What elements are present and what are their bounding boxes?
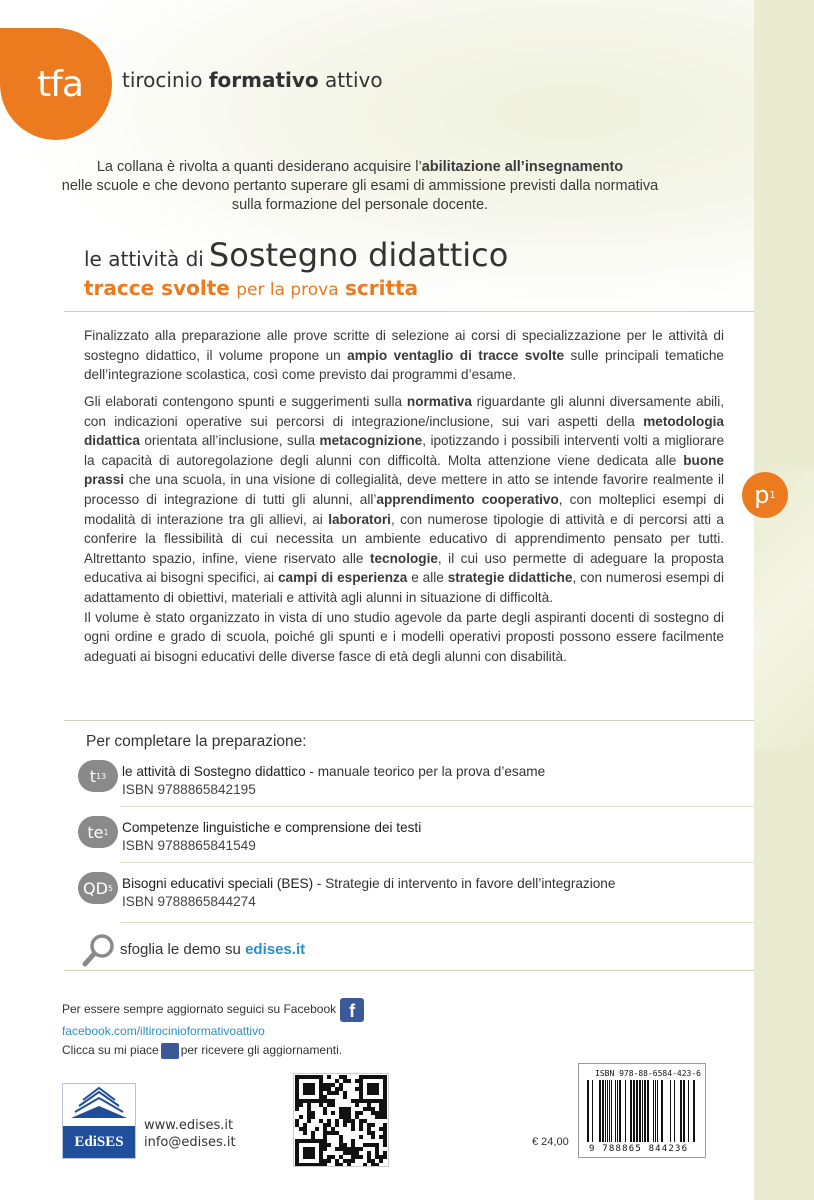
divider	[64, 970, 754, 971]
t13-icon: t 13	[78, 760, 118, 792]
isbn-barcode	[578, 1063, 706, 1158]
facebook-block: Per essere sempre aggiornato seguici su Facebook f facebook.com/iltirocinioformativoattivo Clicca su mi piace per ricevere gli aggiornamenti.	[62, 998, 364, 1060]
publisher-website[interactable]: www.edises.it	[144, 1118, 234, 1133]
title-line-main: le attività di Sostegno didattico	[84, 236, 509, 274]
barcode-digits: 9 788865 844236	[589, 1144, 689, 1154]
facebook-icon[interactable]: f	[340, 998, 364, 1022]
series-title: tirocinio formativo attivo	[122, 68, 383, 92]
qr-code	[293, 1073, 389, 1167]
description-paragraph-1: Finalizzato alla preparazione alle prove scritte di selezione ai corsi di specializzazione per le attività di sostegno didattico, il volume propone un ampio ventaglio di tracce svolte sulle principali tematiche dell’integrazione scolastica, così come previsto dai programmi d’esame.	[84, 328, 724, 383]
title-line-sub: tracce svolte per la prova scritta	[84, 276, 419, 300]
divider	[64, 720, 754, 721]
qd5-icon: QD 5	[78, 872, 118, 904]
p1-badge: p 1	[742, 472, 788, 518]
isbn-number: ISBN 978-88-6584-423-6	[595, 1069, 701, 1078]
related-books-heading: Per completare la preparazione:	[86, 733, 307, 750]
divider	[120, 922, 754, 923]
edises-link[interactable]: edises.it	[245, 941, 306, 958]
book-stack-icon	[63, 1084, 135, 1126]
series-badge-text: tfa	[37, 63, 83, 105]
series-badge	[0, 28, 112, 140]
like-icon	[161, 1043, 179, 1059]
publisher-contacts	[144, 1117, 236, 1151]
facebook-link[interactable]: facebook.com/iltirocinioformativoattivo	[62, 1024, 265, 1038]
description-paragraph-2: Gli elaborati contengono spunti e suggerimenti sulla normativa riguardante gli alunni diversamente abili, con indicazioni operative sui percorsi di integrazione/inclusione, sui vari aspetti della metodologia didattica orientata all’inclusione, sulla metacognizione, ipotizzando i possibili interventi volti a migliorare la capacità di autoregolazione degli alunni con difficoltà. Molta attenzione viene dedicata alle buone prassi che una scuola, in una visione di collegialità, deve mettere in atto se intende favorire realmente il processo di integrazione di tutti gli alunni, all’apprendimento cooperativo, con molteplici esempi di modalità di interazione tra gli allievi, ai laboratori, con numerose tipologie di attività e di percorsi atti a conferire la flessibilità di cui necessita un ambiente educativo di apprendimento pensato per tutti. Altrettanto spazio, infine, viene riservato alle tecnologie, il cui uso permette di adeguare la proposta educativa ai bisogni specifici, ai campi di esperienza e alle strategie didattiche, con numerosi esempi di adattamento di obiettivi, materiali e attività agli alunni in situazione di difficoltà. Il volume è stato organizzato in vista di uno studio agevole da parte degli aspiranti docenti di sostegno di ogni ordine e grado di scuola, poiché gli spunti e i modelli operativi proposti possono essere facilmente adeguati ai bisogni educativi delle diverse fasce di età degli alunni con disabilità.	[84, 394, 724, 664]
divider	[120, 806, 754, 807]
publisher-logo: EdiSES	[62, 1083, 136, 1159]
te1-icon: te 1	[78, 816, 118, 848]
book-title	[84, 236, 508, 300]
divider	[120, 862, 754, 863]
publisher-email[interactable]: info@edises.it	[144, 1135, 236, 1150]
series-intro: La collana è rivolta a quanti desiderano acquisire l’abilitazione all’insegnamento nelle scuole e che devono pertanto superare gli esami di ammissione previsti dalla normativa sulla formazione del personale docente.	[61, 159, 659, 213]
magnifier-icon	[82, 933, 116, 967]
price: € 24,00	[532, 1136, 569, 1148]
divider	[64, 311, 754, 312]
